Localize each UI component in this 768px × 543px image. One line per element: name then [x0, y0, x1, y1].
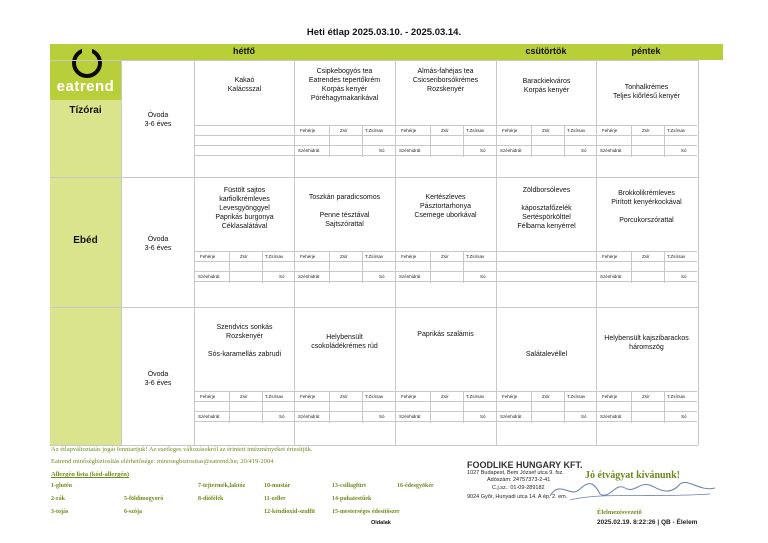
allergen-item: 8-diófélék [198, 496, 224, 502]
nutrition-divider [362, 251, 363, 283]
logo-text: eatrend [56, 78, 115, 95]
allergen-item: 11-zeller [264, 496, 286, 502]
nutrition-fat-label: Zsír [340, 254, 348, 259]
section-top-border [50, 60, 698, 61]
nutrition-divider [631, 391, 632, 423]
nutrition-divider [664, 125, 665, 157]
company-name: FOODLIKE HUNGARY KFT. [467, 460, 583, 470]
dish-line: Korpás kenyér [523, 87, 570, 94]
nutrition-salt-label: Só [379, 274, 385, 279]
print-timestamp: 2025.02.19. 8:22:26 | QB - Élelem [597, 519, 698, 526]
nutrition-divider [463, 125, 464, 157]
dish-line: Penne tésztával [319, 212, 370, 219]
nutrition-divider [362, 391, 363, 423]
nutrition-satfat-label: T.Zsírsav [466, 254, 485, 259]
nutrition-carbs-label: Szénhidrát [198, 274, 220, 279]
nutrition-protein-label: Fehérje [300, 254, 316, 259]
nutrition-satfat-label: T.Zsírsav [567, 394, 586, 399]
dish-line: Eatrendes tepertőkrém [308, 77, 381, 84]
allergen-item: 15-mesterséges édesítőszer [332, 509, 400, 515]
dish-line: háromszög [629, 344, 664, 351]
nutrition-satfat-label: T.Zsírsav [365, 394, 384, 399]
nutrition-fat-label: Zsír [542, 128, 550, 133]
nutrition-divider [430, 391, 431, 423]
dish-text [194, 76, 295, 94]
dish-line: Toszkán paradicsomos [308, 194, 381, 201]
nutrition-satfat-label: T.Zsírsav [265, 394, 284, 399]
dish-line [596, 207, 697, 216]
dish-line: Korpás kenyér [321, 86, 368, 93]
dish-line: Paprikás szalámis [417, 331, 474, 338]
dish-line: Félbarna kenyérrel [517, 223, 576, 230]
meal-name: Tízórai [69, 105, 102, 116]
dish-text [596, 189, 697, 225]
nutrition-carbs-label: Szénhidrát [600, 274, 622, 279]
dish-text [496, 350, 597, 359]
nutrition-carbs-label: Szénhidrát [600, 414, 622, 419]
nutrition-satfat-label: T.Zsírsav [466, 128, 485, 133]
nutrition-divider [463, 391, 464, 423]
day-header-5: péntek [631, 46, 661, 56]
nutrition-salt-label: Só [279, 274, 285, 279]
section-top-border [50, 307, 698, 308]
dish-text [496, 186, 597, 231]
dish-line: Pásztortarhonya [420, 203, 471, 210]
nutrition-protein-label: Fehérje [200, 254, 216, 259]
dish-line: Zöldborsóleves [522, 187, 571, 194]
dish-line [194, 341, 295, 350]
nutrition-satfat-label: T.Zsírsav [667, 254, 686, 259]
company-address: 1027 Budapest, Bem József utca 9. fsz. [467, 470, 564, 476]
nutrition-protein-label: Fehérje [602, 394, 618, 399]
allergen-item: 2-rák [51, 496, 65, 502]
nutrition-salt-label: Só [379, 414, 385, 419]
dish-line: Kakaó [234, 77, 255, 84]
nutrition-protein-label: Fehérje [300, 394, 316, 399]
nutrition-carbs-label: Szénhidrát [500, 148, 522, 153]
nutrition-protein-label: Fehérje [502, 394, 518, 399]
nutrition-divider [329, 391, 330, 423]
nutrition-satfat-label: T.Zsírsav [365, 254, 384, 259]
nutrition-divider [531, 125, 532, 157]
dish-line: Helybensült [326, 334, 363, 341]
company-tax-number: Adószám: 24757373-2-41 [487, 477, 551, 483]
nutrition-carbs-label: Szénhidrát [399, 148, 421, 153]
nutrition-satfat-label: T.Zsírsav [466, 394, 485, 399]
dish-line: Sós-karamellás zabrudi [207, 351, 282, 358]
nutrition-salt-label: Só [379, 148, 385, 153]
nutrition-fat-label: Zsír [441, 394, 449, 399]
dish-text [596, 334, 697, 352]
signatory-role: Élelmezésvezető [597, 509, 642, 516]
day-header-4: csütörtök [525, 46, 567, 56]
nutrition-fat-label: Zsír [240, 394, 248, 399]
dish-line: Brokkolikrémleves [618, 190, 675, 197]
dish-line: Céklasalátával [221, 223, 268, 230]
nutrition-fat-label: Zsír [642, 394, 650, 399]
nutrition-salt-label: Só [681, 148, 687, 153]
dish-line: Csemege uborkával [414, 212, 477, 219]
nutrition-row [194, 125, 295, 136]
nutrition-salt-label: Só [581, 414, 587, 419]
nutrition-satfat-label: T.Zsírsav [365, 128, 384, 133]
nutrition-salt-label: Só [681, 274, 687, 279]
dish-text [294, 333, 395, 351]
nutrition-satfat-label: T.Zsírsav [567, 128, 586, 133]
nutrition-carbs-label: Szénhidrát [600, 148, 622, 153]
nutrition-carbs-label: Szénhidrát [298, 148, 320, 153]
nutrition-protein-label: Fehérje [502, 128, 518, 133]
nutrition-divider [531, 391, 532, 423]
dish-text [294, 67, 395, 103]
nutrition-protein-label: Fehérje [300, 128, 316, 133]
nutrition-protein-label: Fehérje [401, 254, 417, 259]
nutrition-fat-label: Zsír [542, 394, 550, 399]
allergen-item: 6-szója [124, 509, 142, 515]
allergen-item: 1-glutén [51, 483, 72, 489]
dish-line: Füstölt sajtos [223, 187, 266, 194]
dish-line: Teljes kiőrlésű kenyér [613, 93, 680, 100]
dish-line: Helybensült kajszibarackos [604, 335, 689, 342]
nutrition-carbs-label: Szénhidrát [298, 414, 320, 419]
allergen-title: Allergén lista (kód-allergén) [51, 471, 129, 478]
dish-text [496, 77, 597, 95]
nutrition-row [194, 145, 295, 156]
dish-line: Póréhagymakarikával [310, 95, 379, 102]
nutrition-salt-label: Só [480, 414, 486, 419]
nutrition-divider [329, 251, 330, 283]
bon-appetit-text: Jó étvágyat kívánunk! [585, 470, 681, 481]
dish-line: Kalácsszal [227, 86, 262, 93]
dish-line: Barackiekváros [522, 78, 571, 85]
dish-line: Paprikás burgonya [215, 214, 274, 221]
allergen-item: 10-mustár [264, 483, 291, 489]
nutrition-divider [329, 125, 330, 157]
nutrition-divider [463, 251, 464, 283]
nutrition-carbs-label: Szénhidrát [198, 414, 220, 419]
dish-line: káposztafőzelék [521, 205, 572, 212]
allergen-item: 14-puhatestűek [332, 496, 372, 502]
nutrition-fat-label: Zsír [441, 128, 449, 133]
nutrition-salt-label: Só [480, 148, 486, 153]
nutrition-satfat-label: T.Zsírsav [265, 254, 284, 259]
left-column [50, 60, 121, 445]
dish-text [194, 323, 295, 359]
nutrition-divider [362, 125, 363, 157]
dish-line: Sajtszórattal [325, 221, 364, 228]
dish-line: Porcukorszórattal [619, 217, 674, 224]
dish-line: Salátalevéllel [525, 351, 568, 358]
dish-line: csokoládékrémes rúd [311, 343, 378, 350]
dish-line: Tonhalkrémes [624, 84, 669, 91]
nutrition-protein-label: Fehérje [200, 394, 216, 399]
nutrition-protein-label: Fehérje [401, 394, 417, 399]
age-group: Óvoda 3-6 éves [144, 236, 172, 252]
nutrition-carbs-label: Szénhidrát [298, 274, 320, 279]
logo-mark-icon [72, 48, 102, 78]
nutrition-fat-label: Zsír [642, 254, 650, 259]
dish-text [395, 193, 496, 220]
nutrition-divider [262, 251, 263, 283]
logo [50, 44, 121, 100]
nutrition-satfat-label: T.Zsírsav [667, 128, 686, 133]
company-site-address: 9024 Győr, Hunyadi utca 14. A ép. 2. em. [467, 494, 568, 500]
dish-line: Szendvics sonkás [216, 324, 273, 331]
nutrition-divider [229, 391, 230, 423]
nutrition-salt-label: Só [279, 414, 285, 419]
dish-text [294, 193, 395, 229]
allergen-item: 3-tojás [51, 509, 69, 515]
nutrition-row [496, 271, 597, 282]
nutrition-divider [631, 251, 632, 283]
dish-text [395, 330, 496, 339]
section-top-border [50, 177, 698, 178]
dish-line: Almás-fahéjas tea [417, 68, 474, 75]
nutrition-fat-label: Zsír [240, 254, 248, 259]
company-registration: C.j.sz.: 01-09-289182 [492, 485, 545, 491]
meal-name: Ebéd [73, 235, 98, 246]
allergen-item: 7-tejtermék,laktóz [198, 483, 246, 489]
dish-text [194, 186, 295, 231]
nutrition-protein-label: Fehérje [602, 254, 618, 259]
nutrition-row [496, 251, 597, 262]
nutrition-protein-label: Fehérje [602, 128, 618, 133]
nutrition-divider [262, 391, 263, 423]
nutrition-divider [430, 125, 431, 157]
nutrition-divider [631, 125, 632, 157]
dish-line: Pirított kenyérkockával [611, 199, 682, 206]
nutrition-divider [564, 125, 565, 157]
signature-icon [540, 474, 720, 504]
nutrition-fat-label: Zsír [642, 128, 650, 133]
nutrition-divider [564, 391, 565, 423]
nutrition-salt-label: Só [480, 274, 486, 279]
allergen-item: 16-édesgyökér [397, 483, 434, 489]
nutrition-protein-label: Fehérje [401, 128, 417, 133]
nutrition-divider [229, 251, 230, 283]
column-divider [698, 60, 699, 445]
dish-text [596, 83, 697, 101]
dish-line: Sertéspörkölttel [522, 214, 571, 221]
nutrition-carbs-label: Szénhidrát [399, 274, 421, 279]
page-label: Oldalak [371, 520, 391, 526]
dish-line: Rozskenyér [226, 333, 263, 340]
allergen-item: 5-földimogyoró [124, 496, 164, 502]
dish-text [395, 67, 496, 94]
age-group: Óvoda 3-6 éves [144, 371, 172, 387]
dish-line [294, 202, 395, 211]
dish-line: Kertészleves [425, 194, 466, 201]
allergen-item: 13-csillagfürt [332, 483, 366, 489]
dish-line: Levesgyönggyel [219, 205, 270, 212]
nutrition-fat-label: Zsír [441, 254, 449, 259]
allergen-item: 12-kéndioxid-szulfit [264, 509, 316, 515]
nutrition-salt-label: Só [681, 414, 687, 419]
age-group: Óvoda 3-6 éves [144, 112, 172, 128]
day-header-1: hétfő [233, 46, 255, 56]
dish-line: Csipkebogyós tea [316, 68, 373, 75]
nutrition-carbs-label: Szénhidrát [399, 414, 421, 419]
nutrition-divider [430, 251, 431, 283]
dish-line: Csicseriborsókrémes [412, 77, 479, 84]
page-title: Heti étlap 2025.03.10. - 2025.03.14. [306, 27, 462, 38]
dish-line: Rozskenyér [427, 86, 464, 93]
nutrition-divider [664, 391, 665, 423]
nutrition-fat-label: Zsír [340, 394, 348, 399]
footer-notice: Az étlapváltoztatás jogát fenntartjuk! Az esetleges változásokról az érintett intézményeket értesítjük. [51, 446, 313, 453]
nutrition-salt-label: Só [581, 148, 587, 153]
nutrition-fat-label: Zsír [340, 128, 348, 133]
dish-line: karfiolkrémleves [219, 196, 270, 203]
footer-qa-contact: Eatrend minőségbiztosítás elérhetősége: minosegbiztositas@eatrend.hu; 20/419-2004 [51, 458, 274, 465]
nutrition-carbs-label: Szénhidrát [500, 414, 522, 419]
nutrition-divider [664, 251, 665, 283]
dish-line [496, 195, 597, 204]
nutrition-satfat-label: T.Zsírsav [667, 394, 686, 399]
